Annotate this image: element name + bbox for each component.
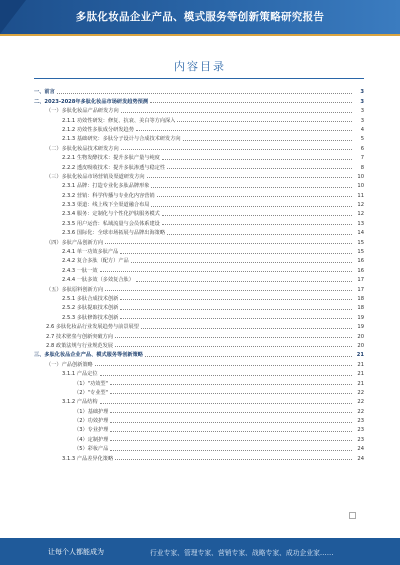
- toc-entry[interactable]: [34, 208, 364, 217]
- toc-entry-page: 21: [357, 371, 364, 378]
- toc-leader-dots: [121, 149, 352, 150]
- toc-entry[interactable]: [34, 152, 364, 161]
- toc-leader-dots: [141, 328, 352, 329]
- toc-entry-label: （3）专业护理: [74, 427, 109, 434]
- toc-leader-dots: [105, 243, 352, 244]
- toc-entry-page: 14: [357, 230, 364, 237]
- toc-entry[interactable]: [34, 95, 364, 104]
- toc-entry-label: 2.5.2 多肽提取技术创新: [62, 305, 119, 312]
- toc-entry[interactable]: [34, 114, 364, 123]
- header-divider: [0, 34, 400, 36]
- toc-leader-dots: [120, 309, 352, 310]
- toc-entry-page: 23: [357, 436, 364, 443]
- toc-leader-dots: [145, 356, 352, 357]
- toc-leader-dots: [120, 318, 352, 319]
- toc-leader-dots: [120, 253, 352, 254]
- toc-leader-dots: [115, 459, 352, 460]
- toc-entry-page: 10: [357, 173, 364, 180]
- toc-entry[interactable]: [34, 283, 364, 292]
- toc-entry-page: 7: [360, 155, 364, 162]
- toc-entry[interactable]: [34, 217, 364, 226]
- toc-entry-page: 19: [357, 324, 364, 331]
- toc-leader-dots: [162, 224, 352, 225]
- toc-entry-label: （4）定制护理: [74, 436, 109, 443]
- toc-leader-dots: [95, 365, 352, 366]
- footer-tagline: 行业专家、管理专家、营销专家、战略专家、成功企业家……: [150, 549, 334, 557]
- toc-entry-label: 2.3.1 品牌：打造专业化多肽品牌形象: [62, 183, 150, 190]
- toc-entry[interactable]: [34, 377, 364, 386]
- toc-entry[interactable]: [34, 443, 364, 452]
- toc-entry-page: 5: [360, 136, 364, 143]
- report-header: [0, 0, 400, 34]
- toc-leader-dots: [150, 102, 352, 103]
- toc-entry-page: 12: [357, 202, 364, 209]
- toc-leader-dots: [105, 290, 352, 291]
- toc-entry[interactable]: [34, 387, 364, 396]
- footer-slogan: 让每个人都能成为: [48, 548, 104, 556]
- toc-entry[interactable]: [34, 199, 364, 208]
- toc-leader-dots: [136, 130, 352, 131]
- toc-entry[interactable]: [34, 358, 364, 367]
- toc-entry-label: （三）多肽化妆品市场营销及渠道研发方向: [46, 173, 145, 180]
- toc-entry-label: 2.1.3 基础研究：多肽分子设计与合成技术研发方向: [62, 136, 181, 143]
- toc-entry-label: 2.2.2 透皮吸收技术：提升多肽渗透与稳定性: [62, 164, 166, 171]
- toc-entry[interactable]: [34, 415, 364, 424]
- toc-entry-page: 24: [357, 455, 364, 462]
- toc-leader-dots: [110, 393, 352, 394]
- toc-entry-label: （一）多肽化妆品产品研发方向: [46, 108, 119, 115]
- toc-entry[interactable]: [34, 396, 364, 405]
- toc-leader-dots: [110, 431, 352, 432]
- toc-entry-label: 3.1.1 产品定位: [62, 371, 98, 378]
- toc-entry-label: 2.3.6 国际化：全球市场拓展与品牌出海策略: [62, 230, 166, 237]
- toc-heading: 内容目录: [174, 60, 226, 73]
- toc-entry-label: 2.3.5 用户运营：私域流量与会员体系建设: [62, 220, 160, 227]
- toc-leader-dots: [115, 337, 352, 338]
- report-title: 多肽化妆品企业产品、模式服务等创新策略研究报告: [75, 11, 325, 23]
- toc-leader-dots: [100, 375, 352, 376]
- toc-entry[interactable]: [34, 124, 364, 133]
- toc-entry-label: （一）产品创新策略: [46, 361, 93, 368]
- toc-entry-label: 2.1.1 功效性研发：修复、抗衰、美白等方向深入: [62, 117, 176, 124]
- toc-entry-page: 12: [357, 211, 364, 218]
- toc-leader-dots: [151, 187, 352, 188]
- toc-entry-page: 22: [357, 389, 364, 396]
- toc-entry-label: 2.3.3 渠道：线上线下全渠道融合布局: [62, 202, 150, 209]
- toc-entry[interactable]: [34, 133, 364, 142]
- toc-entry-label: （2）"专业型": [74, 389, 109, 396]
- toc-entry-page: 16: [357, 267, 364, 274]
- toc-entry[interactable]: [34, 86, 364, 95]
- toc-leader-dots: [167, 168, 352, 169]
- toc-leader-dots: [120, 299, 352, 300]
- toc-entry[interactable]: [34, 340, 364, 349]
- toc-entry-label: （四）多肽产品创新方向: [46, 239, 104, 246]
- toc-entry-label: 二、2023-2028年多肽化妆品市场研发趋势预测: [34, 98, 149, 105]
- toc-entry[interactable]: [34, 424, 364, 433]
- toc-entry[interactable]: [34, 236, 364, 245]
- toc-entry-label: （2）功效护理: [74, 418, 109, 425]
- toc-entry-label: 一、前言: [34, 89, 55, 96]
- toc-entry[interactable]: [34, 227, 364, 236]
- toc-leader-dots: [110, 422, 352, 423]
- toc-leader-dots: [100, 403, 352, 404]
- toc-entry-page: 10: [357, 183, 364, 190]
- toc-entry-label: （1）基础护理: [74, 408, 109, 415]
- toc-leader-dots: [167, 234, 352, 235]
- toc-entry-page: 23: [357, 418, 364, 425]
- toc-entry-page: 21: [357, 361, 364, 368]
- toc-entry-page: 15: [357, 249, 364, 256]
- toc-entry-page: 8: [360, 164, 364, 171]
- toc-entry-page: 21: [357, 380, 364, 387]
- toc-entry-label: 3.1.2 产品结构: [62, 399, 98, 406]
- toc-entry[interactable]: [34, 452, 364, 461]
- toc-leader-dots: [177, 121, 352, 122]
- toc-entry-page: 22: [357, 408, 364, 415]
- toc-entry-label: （5）彩妆产品: [74, 446, 109, 453]
- toc-leader-dots: [136, 281, 352, 282]
- toc-entry-label: 2.4.3 一肽一效: [62, 267, 98, 274]
- toc-leader-dots: [57, 93, 352, 94]
- toc-leader-dots: [110, 440, 352, 441]
- toc-entry[interactable]: [34, 180, 364, 189]
- toc-entry-label: 2.4.2 复合多肽（配方）产品: [62, 258, 129, 265]
- toc-entry[interactable]: [34, 246, 364, 255]
- toc-entry[interactable]: [34, 293, 364, 302]
- toc-entry-page: 6: [360, 145, 364, 152]
- table-of-contents: [34, 86, 364, 462]
- toc-leader-dots: [131, 262, 352, 263]
- toc-leader-dots: [147, 177, 352, 178]
- toc-entry-label: 三、多肽化妆品企业产品、模式服务等创新策略: [34, 352, 143, 359]
- toc-entry-page: 3: [360, 117, 364, 124]
- toc-leader-dots: [162, 159, 352, 160]
- toc-entry-page: 17: [357, 277, 364, 284]
- toc-entry[interactable]: [34, 311, 364, 320]
- toc-entry-label: （五）多肽原料创新方向: [46, 286, 104, 293]
- toc-entry-label: 2.6 多肽化妆品行业发展趋势与前景展望: [46, 324, 139, 331]
- toc-leader-dots: [110, 412, 352, 413]
- toc-entry-label: 2.2.1 生物发酵技术：提升多肽产量与纯度: [62, 155, 160, 162]
- toc-heading-underline: [34, 78, 364, 79]
- toc-entry-page: 13: [357, 220, 364, 227]
- toc-entry-label: 2.8 政策法规与行业规范发展: [46, 342, 113, 349]
- toc-entry-page: 20: [357, 342, 364, 349]
- toc-entry-page: 21: [356, 352, 364, 359]
- toc-entry-label: （二）多肽化妆品技术研发方向: [46, 145, 119, 152]
- toc-entry-label: （1）"功效型": [74, 380, 109, 387]
- toc-entry[interactable]: [34, 105, 364, 114]
- toc-entry[interactable]: [34, 405, 364, 414]
- toc-entry[interactable]: [34, 349, 364, 358]
- toc-leader-dots: [162, 215, 352, 216]
- toc-entry-page: 20: [357, 333, 364, 340]
- toc-entry-page: 11: [357, 192, 364, 199]
- footer-banner: [0, 538, 400, 565]
- toc-entry[interactable]: [34, 274, 364, 283]
- toc-entry-label: 2.3.2 营销：科学传播与专业化内容营销: [62, 192, 155, 199]
- toc-entry[interactable]: [34, 161, 364, 170]
- toc-entry[interactable]: [34, 264, 364, 273]
- toc-entry-label: 2.1.2 功效性多肽成分研发趋势: [62, 126, 134, 133]
- toc-entry[interactable]: [34, 189, 364, 198]
- toc-entry[interactable]: [34, 321, 364, 330]
- toc-entry-page: 17: [357, 286, 364, 293]
- toc-entry-page: 18: [357, 295, 364, 302]
- toc-entry[interactable]: [34, 330, 364, 339]
- toc-leader-dots: [110, 450, 352, 451]
- toc-entry-page: 18: [357, 305, 364, 312]
- toc-entry-page: 3: [360, 89, 364, 96]
- toc-entry-page: 3: [360, 108, 364, 115]
- toc-entry-label: 2.4.1 单一功效多肽产品: [62, 249, 119, 256]
- toc-leader-dots: [100, 271, 352, 272]
- toc-entry-label: 2.4.4 一肽多效（多效复合肽）: [62, 277, 134, 284]
- toc-entry-page: 24: [357, 446, 364, 453]
- toc-entry-page: 19: [357, 314, 364, 321]
- toc-leader-dots: [157, 196, 352, 197]
- toc-entry[interactable]: [34, 255, 364, 264]
- toc-entry-label: 2.5.1 多肽合成技术创新: [62, 295, 119, 302]
- toc-entry[interactable]: [34, 171, 364, 180]
- page-marker: [349, 512, 356, 519]
- toc-entry[interactable]: [34, 433, 364, 442]
- toc-entry-page: 16: [357, 258, 364, 265]
- toc-entry-page: 23: [357, 427, 364, 434]
- toc-entry-label: 2.5.3 多肽修饰技术创新: [62, 314, 119, 321]
- toc-entry[interactable]: [34, 368, 364, 377]
- toc-entry-page: 4: [360, 126, 364, 133]
- toc-entry-page: 22: [357, 399, 364, 406]
- toc-leader-dots: [115, 346, 352, 347]
- toc-entry-label: 3.1.3 产品差异化策略: [62, 455, 114, 462]
- toc-entry[interactable]: [34, 302, 364, 311]
- toc-entry-page: 3: [360, 98, 364, 105]
- toc-entry-label: 2.7 技术壁垒与创新突破方向: [46, 333, 113, 340]
- toc-leader-dots: [110, 384, 352, 385]
- toc-leader-dots: [151, 206, 352, 207]
- toc-leader-dots: [183, 140, 352, 141]
- toc-entry-page: 15: [357, 239, 364, 246]
- toc-entry[interactable]: [34, 142, 364, 151]
- toc-leader-dots: [121, 112, 352, 113]
- toc-entry-label: 2.3.4 服务：定制化与个性化护肤服务模式: [62, 211, 160, 218]
